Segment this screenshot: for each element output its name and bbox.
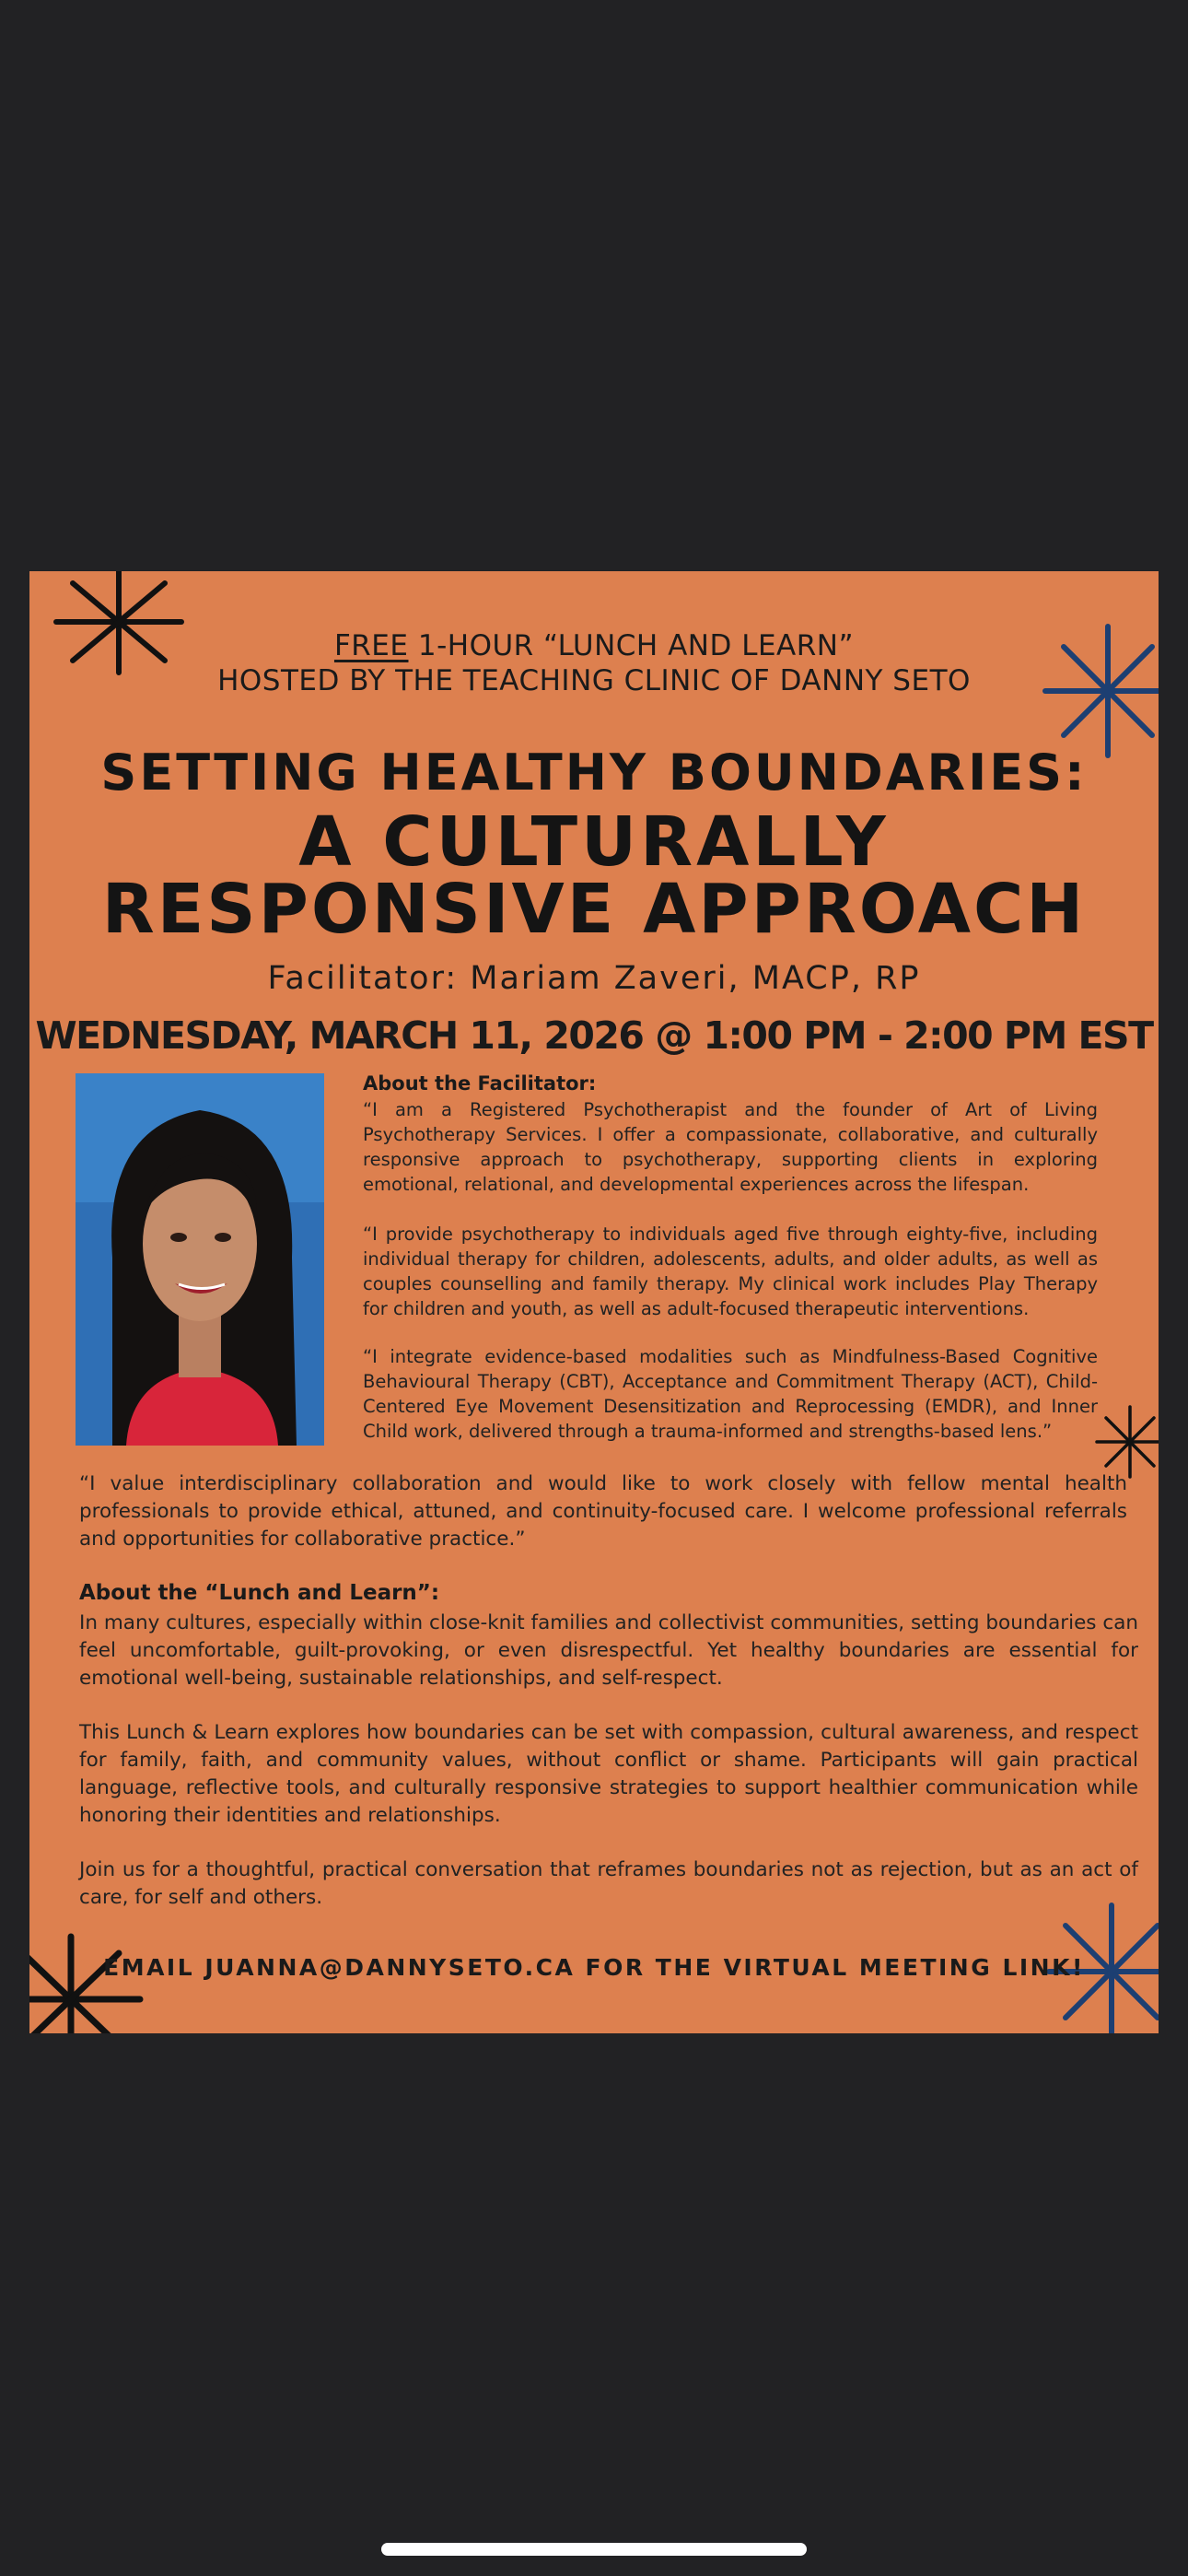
about-facilitator-heading: About the Facilitator: [363,1072,597,1095]
about-event-heading: About the “Lunch and Learn”: [79,1581,440,1605]
title-line-3: RESPONSIVE APPROACH [101,870,1087,949]
hosted-by-line: HOSTED BY THE TEACHING CLINIC OF DANNY SETO [217,664,971,697]
collaboration-paragraph: “I value interdisciplinary collaboration and would like to work closely with fellow mental health professionals to provide ethical, attuned, and continuity-focused care. I welcome professional referrals and opportunities for collaborative practice.” [79,1472,1127,1551]
bio-paragraph: “I provide psychotherapy to individuals aged five through eighty-five, including individual therapy for children, adolescents, adults, and older adults, as well as couples counselling and family therapy. My clinical work includes Play Therapy for children and youth, as well as adult-focused therapeutic interventions. [363,1224,1098,1319]
event-paragraph: Join us for a thoughtful, practical conversation that reframes boundaries not as rejection, but as an act of care, for self and others. [79,1858,1138,1909]
event-date-time: WEDNESDAY, MARCH 11, 2026 @ 1:00 PM - 2:00 PM EST [35,1013,1153,1058]
home-indicator[interactable] [381,2543,807,2556]
title-line-1: SETTING HEALTHY BOUNDARIES: [100,744,1088,802]
star-bottom-left-icon [29,1930,145,2033]
email-instruction: EMAIL JUANNA@DANNYSETO.CA FOR THE VIRTUAL MEETING LINK! [103,1954,1085,1981]
event-paragraph: In many cultures, especially within close-knit families and collectivist communities, setting boundaries can feel uncomfortable, guilt-provoking, or even disrespectful. Yet healthy boundaries are essential for emotional well-being, sustainable relationships, and self-respect. [79,1611,1138,1690]
event-type-line [29,629,1159,662]
event-paragraph: This Lunch & Learn explores how boundaries can be set with compassion, cultural awareness, and respect for family, faith, and community values, without conflict or shame. Participants will gain practical language, reflective tools, and culturally responsive strategies to support healthier communication while honoring their identities and relationships. [79,1721,1138,1827]
portrait-illustration [76,1073,324,1446]
title-line-2: A CULTURALLY [298,802,890,882]
facilitator-line: Facilitator: Mariam Zaveri, MACP, RP [267,960,921,997]
event-type: 1-HOUR “LUNCH AND LEARN” [417,629,855,662]
facilitator-photo [76,1073,324,1446]
bio-paragraph: “I integrate evidence-based modalities such as Mindfulness-Based Cognitive Behavioural Therapy (CBT), Acceptance and Commitment Therapy (ACT), Child-Centered Eye Movement Desensitization and Reprocessing (EMDR), and Inner Child work, delivered through a trauma-informed and strengths-based lens.” [363,1346,1098,1442]
event-flyer [29,571,1159,2033]
free-label: FREE [333,629,409,662]
star-mid-right-icon [1093,1405,1159,1479]
bio-paragraph: “I am a Registered Psychotherapist and the founder of Art of Living Psychotherapy Services. I offer a compassionate, collaborative, and culturally responsive approach to psychotherapy, supporting clients in exploring emotional, relational, and developmental experiences across the lifespan. [363,1099,1098,1195]
